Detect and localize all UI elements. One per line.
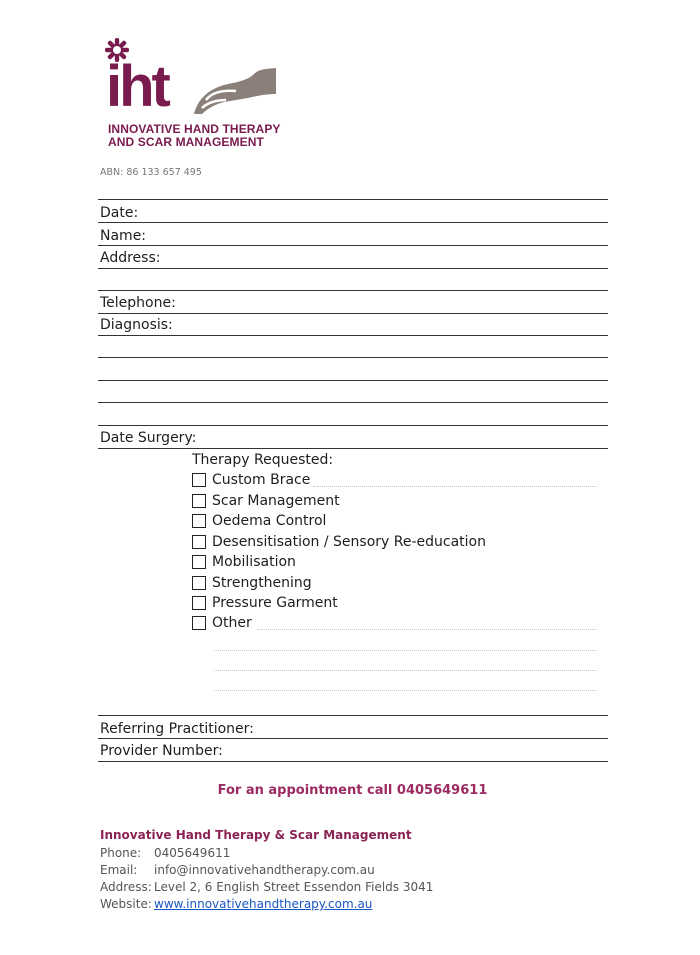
therapy-option-custom-brace[interactable]: [192, 470, 310, 490]
checkbox[interactable]: [192, 514, 206, 528]
therapy-option-strengthening[interactable]: [192, 573, 312, 593]
footer-email-row: [100, 862, 375, 879]
write-in-line: [257, 629, 597, 630]
therapy-option-pressure-garment[interactable]: [192, 593, 338, 613]
therapy-option-label: Other: [212, 615, 252, 631]
website-label: Website:: [100, 897, 152, 911]
write-in-line: [214, 690, 597, 691]
diagnosis-label: Diagnosis:: [100, 317, 173, 333]
write-in-line: [214, 670, 597, 671]
email-label: Email:: [100, 863, 138, 877]
form-rule: [98, 715, 608, 716]
therapy-option-label: Oedema Control: [212, 513, 327, 529]
abn-number: ABN: 86 133 657 495: [100, 167, 202, 178]
therapy-option-oedema-control[interactable]: [192, 511, 326, 531]
form-rule: [98, 738, 608, 739]
therapy-option-label: Scar Management: [212, 493, 340, 509]
footer-business-name: Innovative Hand Therapy & Scar Management: [100, 828, 412, 842]
form-rule: [98, 199, 608, 200]
phone-value: 0405649611: [154, 846, 231, 860]
therapy-option-scar-management[interactable]: [192, 491, 340, 511]
phone-label: Phone:: [100, 846, 142, 860]
therapy-option-label: Strengthening: [212, 575, 312, 591]
checkbox[interactable]: [192, 555, 206, 569]
website-link[interactable]: www.innovativehandtherapy.com.au: [154, 897, 373, 911]
brand-name-line1: INNOVATIVE HAND THERAPY: [108, 122, 281, 136]
form-rule: [98, 335, 608, 336]
footer-phone-row: [100, 845, 230, 862]
form-rule: [98, 380, 608, 381]
form-rule: [98, 761, 608, 762]
date-surgery-label: Date Surgery:: [100, 430, 197, 446]
address-label: Address:: [100, 250, 161, 266]
checkbox[interactable]: [192, 596, 206, 610]
date-label: Date:: [100, 205, 139, 221]
form-rule: [98, 425, 608, 426]
therapy-option-label: Pressure Garment: [212, 595, 338, 611]
therapy-option-label: Custom Brace: [212, 472, 311, 488]
email-value: info@innovativehandtherapy.com.au: [154, 863, 375, 877]
checkbox[interactable]: [192, 576, 206, 590]
checkbox[interactable]: [192, 535, 206, 549]
footer-website-row: [100, 896, 372, 913]
name-label: Name:: [100, 228, 147, 244]
therapy-option-other[interactable]: [192, 613, 252, 633]
therapy-option-label: Desensitisation / Sensory Re-education: [212, 534, 486, 550]
write-in-line: [214, 650, 597, 651]
brand-name-line2: AND SCAR MANAGEMENT: [108, 135, 264, 149]
form-rule: [98, 448, 608, 449]
footer-address-row: [100, 879, 433, 896]
write-in-line: [313, 486, 597, 487]
therapy-option-desensitisation[interactable]: [192, 532, 486, 552]
checkbox[interactable]: [192, 616, 206, 630]
logo-text: iht: [106, 54, 168, 116]
therapy-option-label: Mobilisation: [212, 554, 296, 570]
form-rule: [98, 222, 608, 223]
form-rule: [98, 290, 608, 291]
address-label: Address:: [100, 880, 152, 894]
checkbox[interactable]: [192, 494, 206, 508]
therapy-option-mobilisation[interactable]: [192, 552, 296, 572]
form-rule: [98, 313, 608, 314]
form-rule: [98, 357, 608, 358]
form-rule: [98, 402, 608, 403]
checkbox[interactable]: [192, 473, 206, 487]
form-rule: [98, 245, 608, 246]
iht-logo: [98, 36, 288, 116]
therapy-requested-title: Therapy Requested:: [192, 452, 334, 468]
telephone-label: Telephone:: [100, 295, 176, 311]
provider-number-label: Provider Number:: [100, 743, 223, 759]
form-rule: [98, 268, 608, 269]
referring-practitioner-label: Referring Practitioner:: [100, 721, 254, 737]
appointment-callout: For an appointment call 0405649611: [217, 783, 488, 798]
address-value: Level 2, 6 English Street Essendon Fields 3041: [154, 880, 434, 894]
